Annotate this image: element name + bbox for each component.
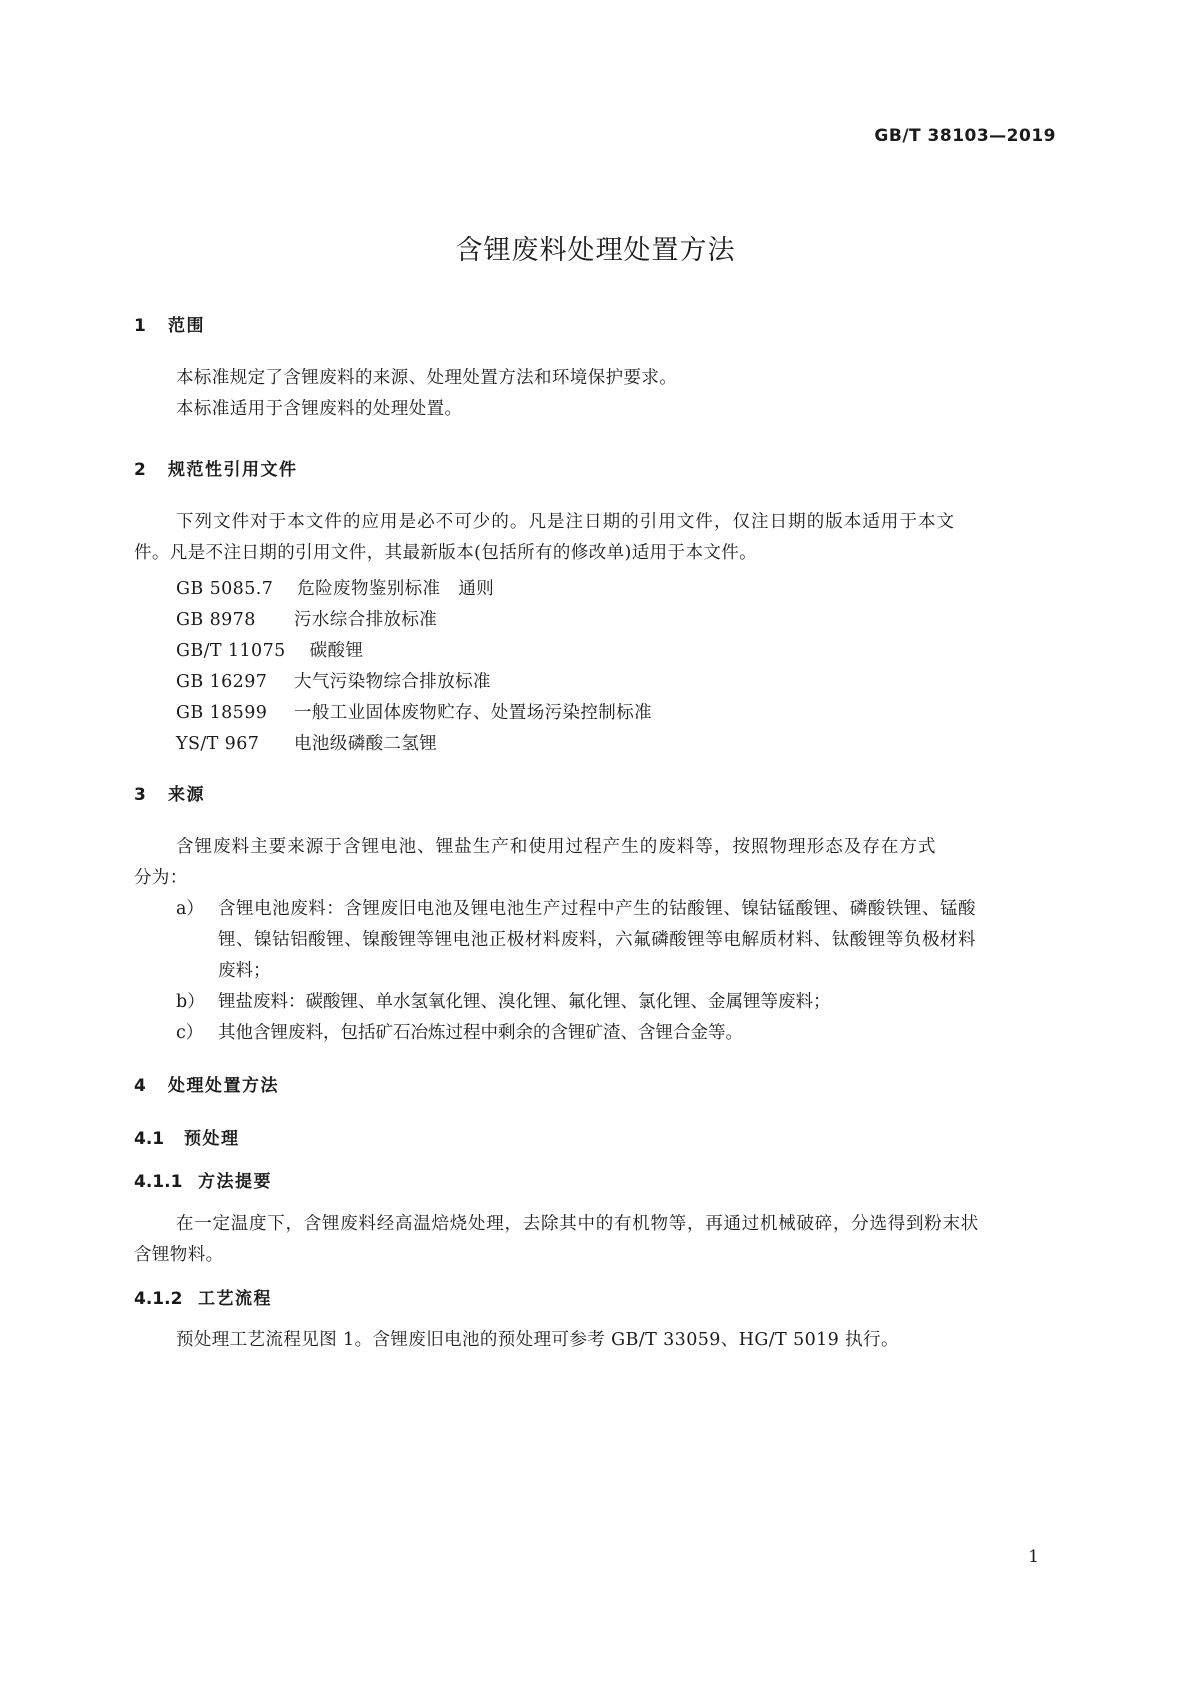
paragraph: 本标准适用于含锂废料的处理处置。 [176, 399, 463, 419]
section-title: 方法提要 [198, 1172, 272, 1192]
section-title: 来源 [168, 785, 205, 805]
normative-reference [176, 606, 437, 631]
section-3-heading [134, 780, 205, 805]
reference-title: 碳酸锂 [309, 641, 364, 661]
section-number: 4.1 [134, 1129, 165, 1149]
paragraph-line: 在一定温度下，含锂废料经高温焙烧处理，去除其中的有机物等，再通过机械破碎，分选得到粉末状 [176, 1214, 979, 1234]
list-item [176, 1018, 1056, 1049]
paragraph: 本标准规定了含锂废料的来源、处理处置方法和环境保护要求。 [176, 368, 678, 388]
section-title: 规范性引用文件 [168, 460, 298, 480]
subsection-4-1-heading [134, 1124, 240, 1149]
paragraph-line: 下列文件对于本文件的应用是必不可少的。凡是注日期的引用文件，仅注日期的版本适用于本文 [176, 512, 956, 532]
document-title: 含锂废料处理处置方法 [455, 235, 736, 266]
list-item-line: 锂盐废料：碳酸锂、单水氢氧化锂、溴化锂、氟化锂、氯化锂、金属锂等废料； [218, 992, 831, 1012]
reference-code: GB 5085.7 [176, 579, 274, 599]
reference-title: 大气污染物综合排放标准 [294, 672, 491, 692]
reference-title: 一般工业固体废物贮存、处置场污染控制标准 [294, 703, 652, 723]
page-number: 1 [1028, 1547, 1039, 1567]
section-number: 2 [134, 460, 146, 480]
subsection-4-1-2-heading [134, 1284, 272, 1309]
section-number: 4.1.2 [134, 1289, 183, 1309]
paragraph-line: 含锂废料主要来源于含锂电池、锂盐生产和使用过程产生的废料等，按照物理形态及存在方式 [176, 837, 937, 857]
reference-title: 污水综合排放标准 [294, 610, 438, 630]
list-item-line: 废料； [218, 961, 271, 981]
normative-reference [176, 637, 363, 662]
list-item-line: 其他含锂废料，包括矿石冶炼过程中剩余的含锂矿渣、含锂合金等。 [218, 1023, 743, 1043]
section-1-heading [134, 311, 205, 336]
list-item [176, 894, 1056, 987]
section-number: 1 [134, 316, 146, 336]
section-number: 4 [134, 1076, 146, 1096]
reference-title: 电池级磷酸二氢锂 [294, 734, 438, 754]
normative-reference [176, 699, 652, 724]
reference-code: GB 18599 [176, 703, 268, 723]
reference-title: 危险废物鉴别标准 通则 [297, 579, 495, 599]
list-item [176, 987, 1056, 1018]
section-title: 处理处置方法 [168, 1076, 279, 1096]
list-marker: c） [176, 1023, 204, 1043]
section-title: 工艺流程 [198, 1289, 272, 1309]
section-title: 预处理 [184, 1129, 240, 1149]
reference-code: GB 16297 [176, 672, 268, 692]
reference-code: YS/T 967 [176, 734, 260, 754]
section-number: 4.1.1 [134, 1172, 183, 1192]
subsection-4-1-1-heading [134, 1167, 272, 1192]
section-title: 范围 [168, 316, 205, 336]
list-item-line: 含锂电池废料：含锂废旧电池及锂电池生产过程中产生的钴酸锂、镍钴锰酸锂、磷酸铁锂、锰酸 [218, 899, 977, 919]
reference-code: GB/T 11075 [176, 641, 286, 661]
paragraph-line: 含锂物料。 [134, 1245, 224, 1265]
standard-code: GB/T 38103—2019 [874, 126, 1056, 146]
normative-reference [176, 575, 494, 600]
normative-reference [176, 730, 437, 755]
section-2-heading [134, 455, 298, 480]
list-item-line: 锂、镍钴铝酸锂、镍酸锂等锂电池正极材料废料，六氟磷酸锂等电解质材料、钛酸锂等负极材料 [218, 930, 977, 950]
normative-reference [176, 668, 491, 693]
paragraph-line: 分为： [134, 868, 188, 888]
paragraph-line: 预处理工艺流程见图 1。含锂废旧电池的预处理可参考 GB/T 33059、HG/T 5019 执行。 [176, 1330, 899, 1350]
paragraph-line: 件。凡是不注日期的引用文件，其最新版本(包括所有的修改单)适用于本文件。 [134, 543, 758, 563]
list-marker: b） [176, 992, 205, 1012]
list-marker: a） [176, 899, 204, 919]
section-number: 3 [134, 785, 146, 805]
section-4-heading [134, 1071, 279, 1096]
reference-code: GB 8978 [176, 610, 256, 630]
